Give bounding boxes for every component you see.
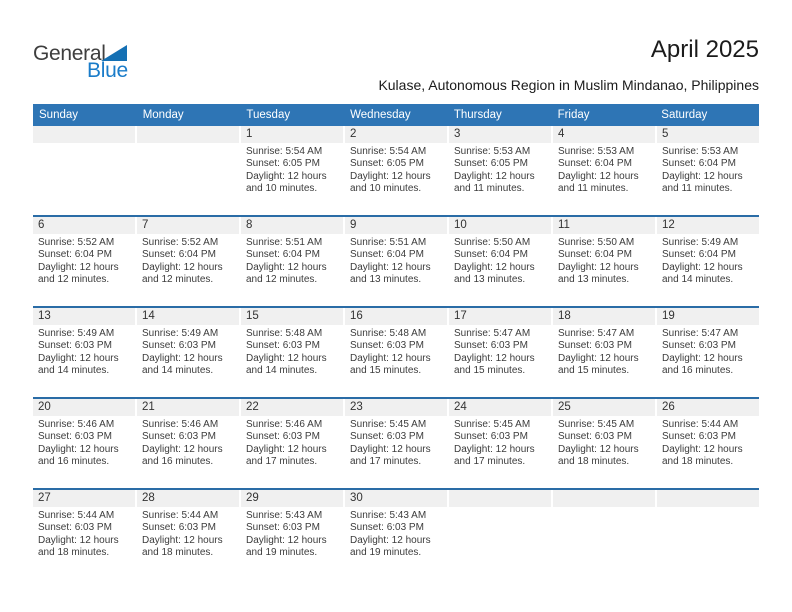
sunset-text: Sunset: 6:03 PM [142,522,216,534]
empty-day-cell [553,490,655,579]
sunset-text: Sunset: 6:03 PM [350,340,424,352]
day-number: 3 [449,126,551,143]
sunset-text: Sunset: 6:03 PM [246,522,320,534]
sunset-text: Sunset: 6:03 PM [246,340,320,352]
sunset-text: Sunset: 6:03 PM [246,431,320,443]
day-number: 10 [449,217,551,234]
day-details [345,234,447,287]
day-details [33,234,135,287]
day-number: 28 [137,490,239,507]
daylight-text: Daylight: 12 hours and 17 minutes. [246,443,327,468]
daylight-text: Daylight: 12 hours and 14 minutes. [662,261,743,286]
sunset-text: Sunset: 6:04 PM [246,249,320,261]
weekday-label-sunday: Sunday [39,109,79,121]
day-number: 12 [657,217,759,234]
day-cell [33,308,135,397]
sunrise-text: Sunrise: 5:46 AM [142,419,219,430]
day-cell [345,126,447,215]
day-number: 16 [345,308,447,325]
sunset-text: Sunset: 6:03 PM [38,431,112,443]
week-row [33,126,759,215]
sunrise-text: Sunrise: 5:44 AM [38,510,115,521]
day-details [553,416,655,469]
sunset-text: Sunset: 6:03 PM [558,431,632,443]
sunset-text: Sunset: 6:03 PM [142,431,216,443]
day-details [449,234,551,287]
day-cell [449,399,551,488]
daylight-text: Daylight: 12 hours and 18 minutes. [558,443,639,468]
sunset-text: Sunset: 6:03 PM [454,431,528,443]
daylight-text: Daylight: 12 hours and 14 minutes. [38,352,119,377]
sunrise-text: Sunrise: 5:49 AM [38,328,115,339]
day-cell [553,308,655,397]
day-details [241,234,343,287]
week-row [33,215,759,306]
sunset-text: Sunset: 6:03 PM [142,340,216,352]
weekday-label-thursday: Thursday [453,109,502,121]
daylight-text: Daylight: 12 hours and 15 minutes. [350,352,431,377]
empty-day-cell [33,126,135,215]
daylight-text: Daylight: 12 hours and 16 minutes. [662,352,743,377]
sunrise-text: Sunrise: 5:45 AM [558,419,635,430]
day-number: 21 [137,399,239,416]
day-number: 6 [33,217,135,234]
daylight-text: Daylight: 12 hours and 10 minutes. [350,170,431,195]
sunrise-text: Sunrise: 5:46 AM [38,419,115,430]
daylight-text: Daylight: 12 hours and 13 minutes. [350,261,431,286]
sunrise-text: Sunrise: 5:45 AM [350,419,427,430]
sunset-text: Sunset: 6:05 PM [454,158,528,170]
day-details [137,325,239,378]
day-details [449,325,551,378]
day-details [241,416,343,469]
daylight-text: Daylight: 12 hours and 18 minutes. [662,443,743,468]
sunrise-text: Sunrise: 5:51 AM [246,237,323,248]
day-details [137,507,239,560]
day-cell [241,490,343,579]
day-details [345,507,447,560]
sunrise-text: Sunrise: 5:43 AM [350,510,427,521]
day-cell [137,490,239,579]
day-cell [449,217,551,306]
sunrise-text: Sunrise: 5:53 AM [454,146,531,157]
day-number [553,490,655,507]
weekday-label-wednesday: Wednesday [350,109,411,121]
day-cell [241,217,343,306]
day-cell [657,308,759,397]
day-number: 1 [241,126,343,143]
day-number: 24 [449,399,551,416]
daylight-text: Daylight: 12 hours and 12 minutes. [142,261,223,286]
sunset-text: Sunset: 6:03 PM [662,340,736,352]
daylight-text: Daylight: 12 hours and 12 minutes. [38,261,119,286]
sunrise-text: Sunrise: 5:47 AM [662,328,739,339]
day-details [657,325,759,378]
sunrise-text: Sunrise: 5:52 AM [142,237,219,248]
day-details [345,325,447,378]
day-number: 11 [553,217,655,234]
day-number: 9 [345,217,447,234]
day-cell [449,308,551,397]
daylight-text: Daylight: 12 hours and 11 minutes. [558,170,639,195]
day-number: 13 [33,308,135,325]
sunset-text: Sunset: 6:03 PM [350,431,424,443]
day-details [137,416,239,469]
day-cell [33,217,135,306]
day-details [657,143,759,196]
daylight-text: Daylight: 12 hours and 11 minutes. [662,170,743,195]
day-number: 30 [345,490,447,507]
month-title: April 2025 [650,36,759,63]
day-cell [33,490,135,579]
sunset-text: Sunset: 6:04 PM [142,249,216,261]
weekday-label-monday: Monday [142,109,184,121]
sunrise-text: Sunrise: 5:51 AM [350,237,427,248]
sunrise-text: Sunrise: 5:54 AM [350,146,427,157]
day-cell [657,399,759,488]
calendar-table [33,104,759,579]
day-number [449,490,551,507]
day-number: 5 [657,126,759,143]
sunset-text: Sunset: 6:03 PM [38,522,112,534]
sunrise-text: Sunrise: 5:50 AM [454,237,531,248]
weekday-label-tuesday: Tuesday [246,109,291,121]
sunrise-text: Sunrise: 5:43 AM [246,510,323,521]
daylight-text: Daylight: 12 hours and 16 minutes. [142,443,223,468]
daylight-text: Daylight: 12 hours and 11 minutes. [454,170,535,195]
sunset-text: Sunset: 6:03 PM [350,522,424,534]
daylight-text: Daylight: 12 hours and 14 minutes. [246,352,327,377]
sunset-text: Sunset: 6:03 PM [38,340,112,352]
day-number: 14 [137,308,239,325]
daylight-text: Daylight: 12 hours and 12 minutes. [246,261,327,286]
day-number: 22 [241,399,343,416]
day-cell [657,217,759,306]
daylight-text: Daylight: 12 hours and 13 minutes. [454,261,535,286]
sunset-text: Sunset: 6:04 PM [350,249,424,261]
day-details [33,325,135,378]
sunrise-text: Sunrise: 5:48 AM [246,328,323,339]
day-details [241,143,343,196]
empty-day-cell [137,126,239,215]
day-cell [33,399,135,488]
sunrise-text: Sunrise: 5:54 AM [246,146,323,157]
day-cell [345,308,447,397]
day-number: 19 [657,308,759,325]
day-details [553,143,655,196]
day-details [553,234,655,287]
day-number: 15 [241,308,343,325]
day-details [241,325,343,378]
sunrise-text: Sunrise: 5:48 AM [350,328,427,339]
day-details [33,507,135,560]
day-details [553,325,655,378]
day-cell [137,308,239,397]
day-number: 18 [553,308,655,325]
sunrise-text: Sunrise: 5:45 AM [454,419,531,430]
calendar-weeks [33,126,759,579]
sunset-text: Sunset: 6:04 PM [558,249,632,261]
sunset-text: Sunset: 6:04 PM [558,158,632,170]
day-number: 2 [345,126,447,143]
sunrise-text: Sunrise: 5:46 AM [246,419,323,430]
day-cell [137,217,239,306]
day-cell [241,126,343,215]
day-details [345,416,447,469]
sunset-text: Sunset: 6:03 PM [558,340,632,352]
day-details [657,234,759,287]
sunset-text: Sunset: 6:04 PM [38,249,112,261]
day-number [657,490,759,507]
daylight-text: Daylight: 12 hours and 17 minutes. [454,443,535,468]
empty-day-cell [657,490,759,579]
sunrise-text: Sunrise: 5:53 AM [662,146,739,157]
day-number: 7 [137,217,239,234]
sunrise-text: Sunrise: 5:49 AM [662,237,739,248]
day-number [137,126,239,143]
daylight-text: Daylight: 12 hours and 18 minutes. [38,534,119,559]
sunrise-text: Sunrise: 5:49 AM [142,328,219,339]
day-cell [345,217,447,306]
day-number: 8 [241,217,343,234]
sunset-text: Sunset: 6:04 PM [662,158,736,170]
logo-text-general: General [33,42,106,65]
sunrise-text: Sunrise: 5:44 AM [142,510,219,521]
day-cell [553,399,655,488]
daylight-text: Daylight: 12 hours and 16 minutes. [38,443,119,468]
sunrise-text: Sunrise: 5:52 AM [38,237,115,248]
day-details [241,507,343,560]
day-cell [553,217,655,306]
day-cell [657,126,759,215]
empty-day-cell [449,490,551,579]
weekday-label-friday: Friday [557,109,590,121]
sunset-text: Sunset: 6:05 PM [350,158,424,170]
weekday-label-saturday: Saturday [661,109,708,121]
daylight-text: Daylight: 12 hours and 19 minutes. [350,534,431,559]
week-row [33,488,759,579]
day-cell [241,308,343,397]
daylight-text: Daylight: 12 hours and 15 minutes. [454,352,535,377]
daylight-text: Daylight: 12 hours and 13 minutes. [558,261,639,286]
day-number: 26 [657,399,759,416]
day-number: 4 [553,126,655,143]
sunrise-text: Sunrise: 5:53 AM [558,146,635,157]
day-number: 25 [553,399,655,416]
day-details [657,416,759,469]
day-cell [241,399,343,488]
day-details [449,416,551,469]
week-row [33,306,759,397]
daylight-text: Daylight: 12 hours and 15 minutes. [558,352,639,377]
daylight-text: Daylight: 12 hours and 17 minutes. [350,443,431,468]
sunrise-text: Sunrise: 5:50 AM [558,237,635,248]
sunset-text: Sunset: 6:03 PM [662,431,736,443]
sunrise-text: Sunrise: 5:47 AM [454,328,531,339]
sunset-text: Sunset: 6:05 PM [246,158,320,170]
day-number: 27 [33,490,135,507]
logo-text-blue: Blue [87,59,128,82]
day-cell [553,126,655,215]
day-number: 20 [33,399,135,416]
day-details [33,416,135,469]
sunset-text: Sunset: 6:03 PM [454,340,528,352]
day-cell [345,399,447,488]
location-subtitle: Kulase, Autonomous Region in Muslim Mindanao, Philippines [378,77,759,93]
daylight-text: Daylight: 12 hours and 18 minutes. [142,534,223,559]
weekday-header-row [33,104,759,126]
daylight-text: Daylight: 12 hours and 19 minutes. [246,534,327,559]
day-details [449,143,551,196]
day-number: 23 [345,399,447,416]
sunset-text: Sunset: 6:04 PM [662,249,736,261]
sunrise-text: Sunrise: 5:44 AM [662,419,739,430]
day-cell [137,399,239,488]
sunrise-text: Sunrise: 5:47 AM [558,328,635,339]
day-number [33,126,135,143]
day-cell [345,490,447,579]
day-details [345,143,447,196]
day-cell [449,126,551,215]
sunset-text: Sunset: 6:04 PM [454,249,528,261]
week-row [33,397,759,488]
day-number: 29 [241,490,343,507]
day-number: 17 [449,308,551,325]
daylight-text: Daylight: 12 hours and 10 minutes. [246,170,327,195]
daylight-text: Daylight: 12 hours and 14 minutes. [142,352,223,377]
day-details [137,234,239,287]
